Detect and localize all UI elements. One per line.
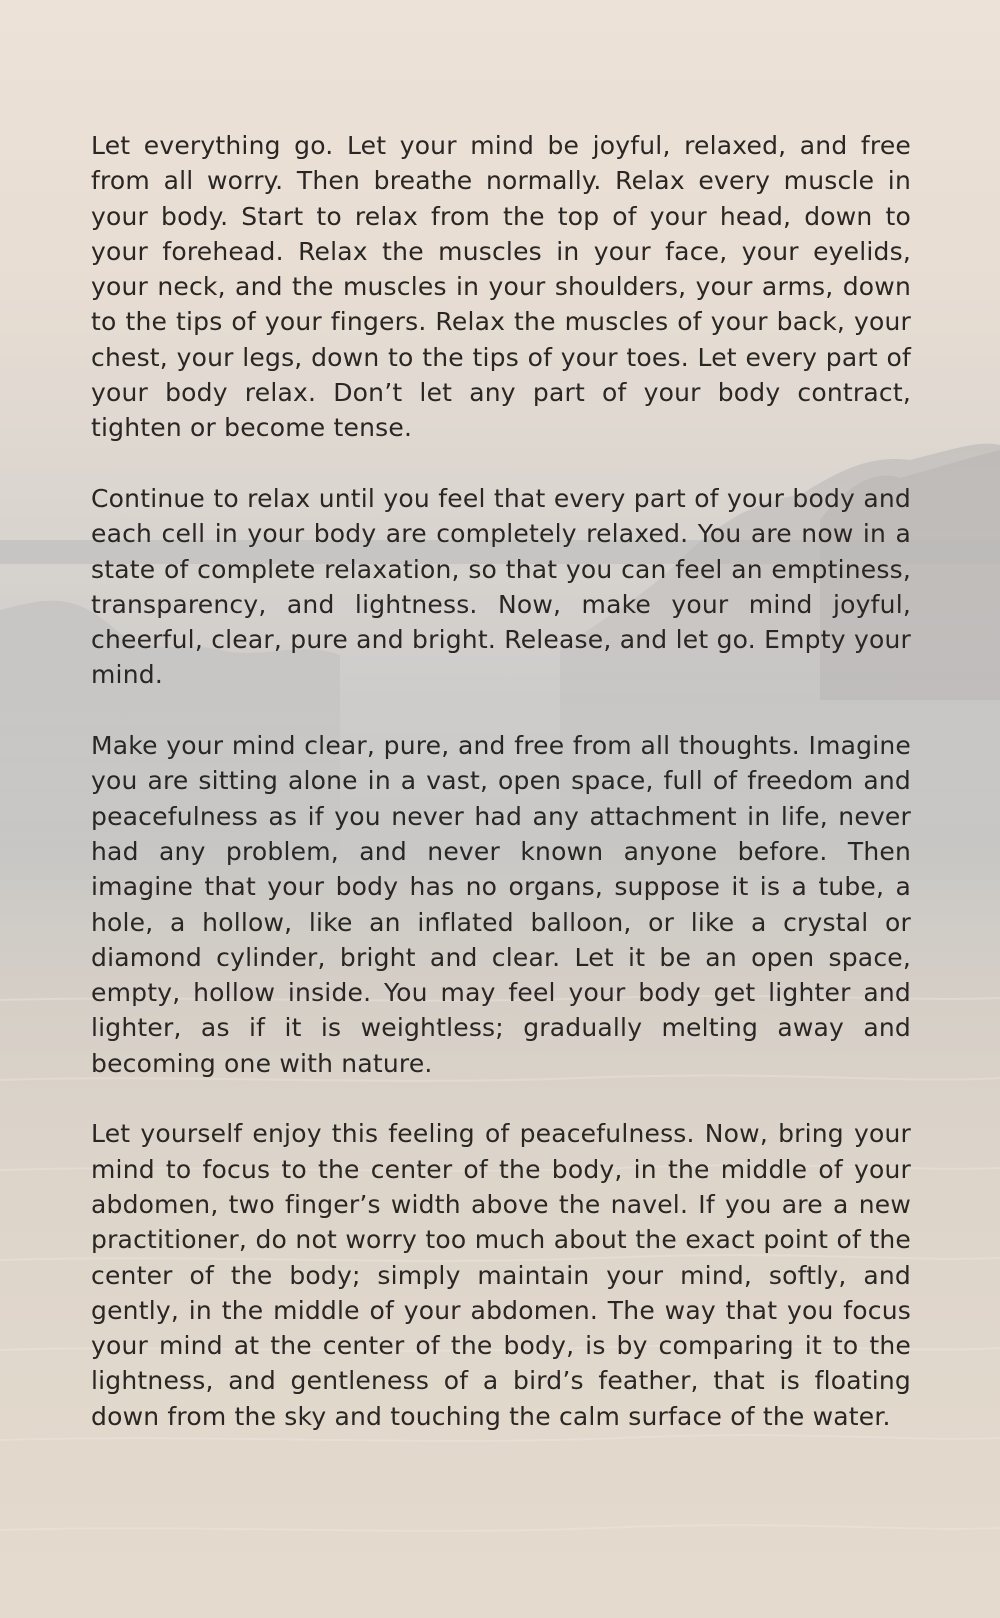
paragraph-open-space: Make your mind clear, pure, and free from all thoughts. Imagine you are sitting alone in a vast, open space, full of freedom and peacefulness as if you never had any attachment in life, never had any problem, and never known anyone before. Then imagine that your body has no organs, suppose it is a tube, a hole, a hollow, like an inflated balloon, or like a crystal or diamond cylinder, bright and clear. Let it be an open space, empty, hollow inside. You may feel your body get lighter and lighter, as if it is weightless; gradually melting away and becoming one with nature. xyxy=(91,731,911,1078)
paragraph-center-of-body: Let yourself enjoy this feeling of peacefulness. Now, bring your mind to focus to the center of the body, in the middle of your abdomen, two finger’s width above the navel. If you are a new practitioner, do not worry too much about the exact point of the center of the body; simply maintain your mind, softly, and gently, in the middle of your abdomen. The way that you focus your mind at the center of the body, is by comparing it to the lightness, and gentleness of a bird’s feather, that is floating down from the sky and touching the calm surface of the water. xyxy=(91,1119,911,1431)
meditation-text xyxy=(91,128,911,1434)
paragraph-complete-relaxation: Continue to relax until you feel that every part of your body and each cell in your body are completely relaxed. You are now in a state of complete relaxation, so that you can feel an emptiness, transparency, and lightness. Now, make your mind joyful, cheerful, clear, pure and bright. Release, and let go. Empty your mind. xyxy=(91,483,911,690)
paragraph-relax-body: Let everything go. Let your mind be joyful, relaxed, and free from all worry. Then breathe normally. Relax every muscle in your body. Start to relax from the top of your head, down to your forehead. Relax the muscles in your face, your eyelids, your neck, and the muscles in your shoulders, your arms, down to the tips of your fingers. Relax the muscles of your back, your chest, your legs, down to the tips of your toes. Let every part of your body relax. Don’t let any part of your body contract, tighten or become tense. xyxy=(91,131,911,443)
